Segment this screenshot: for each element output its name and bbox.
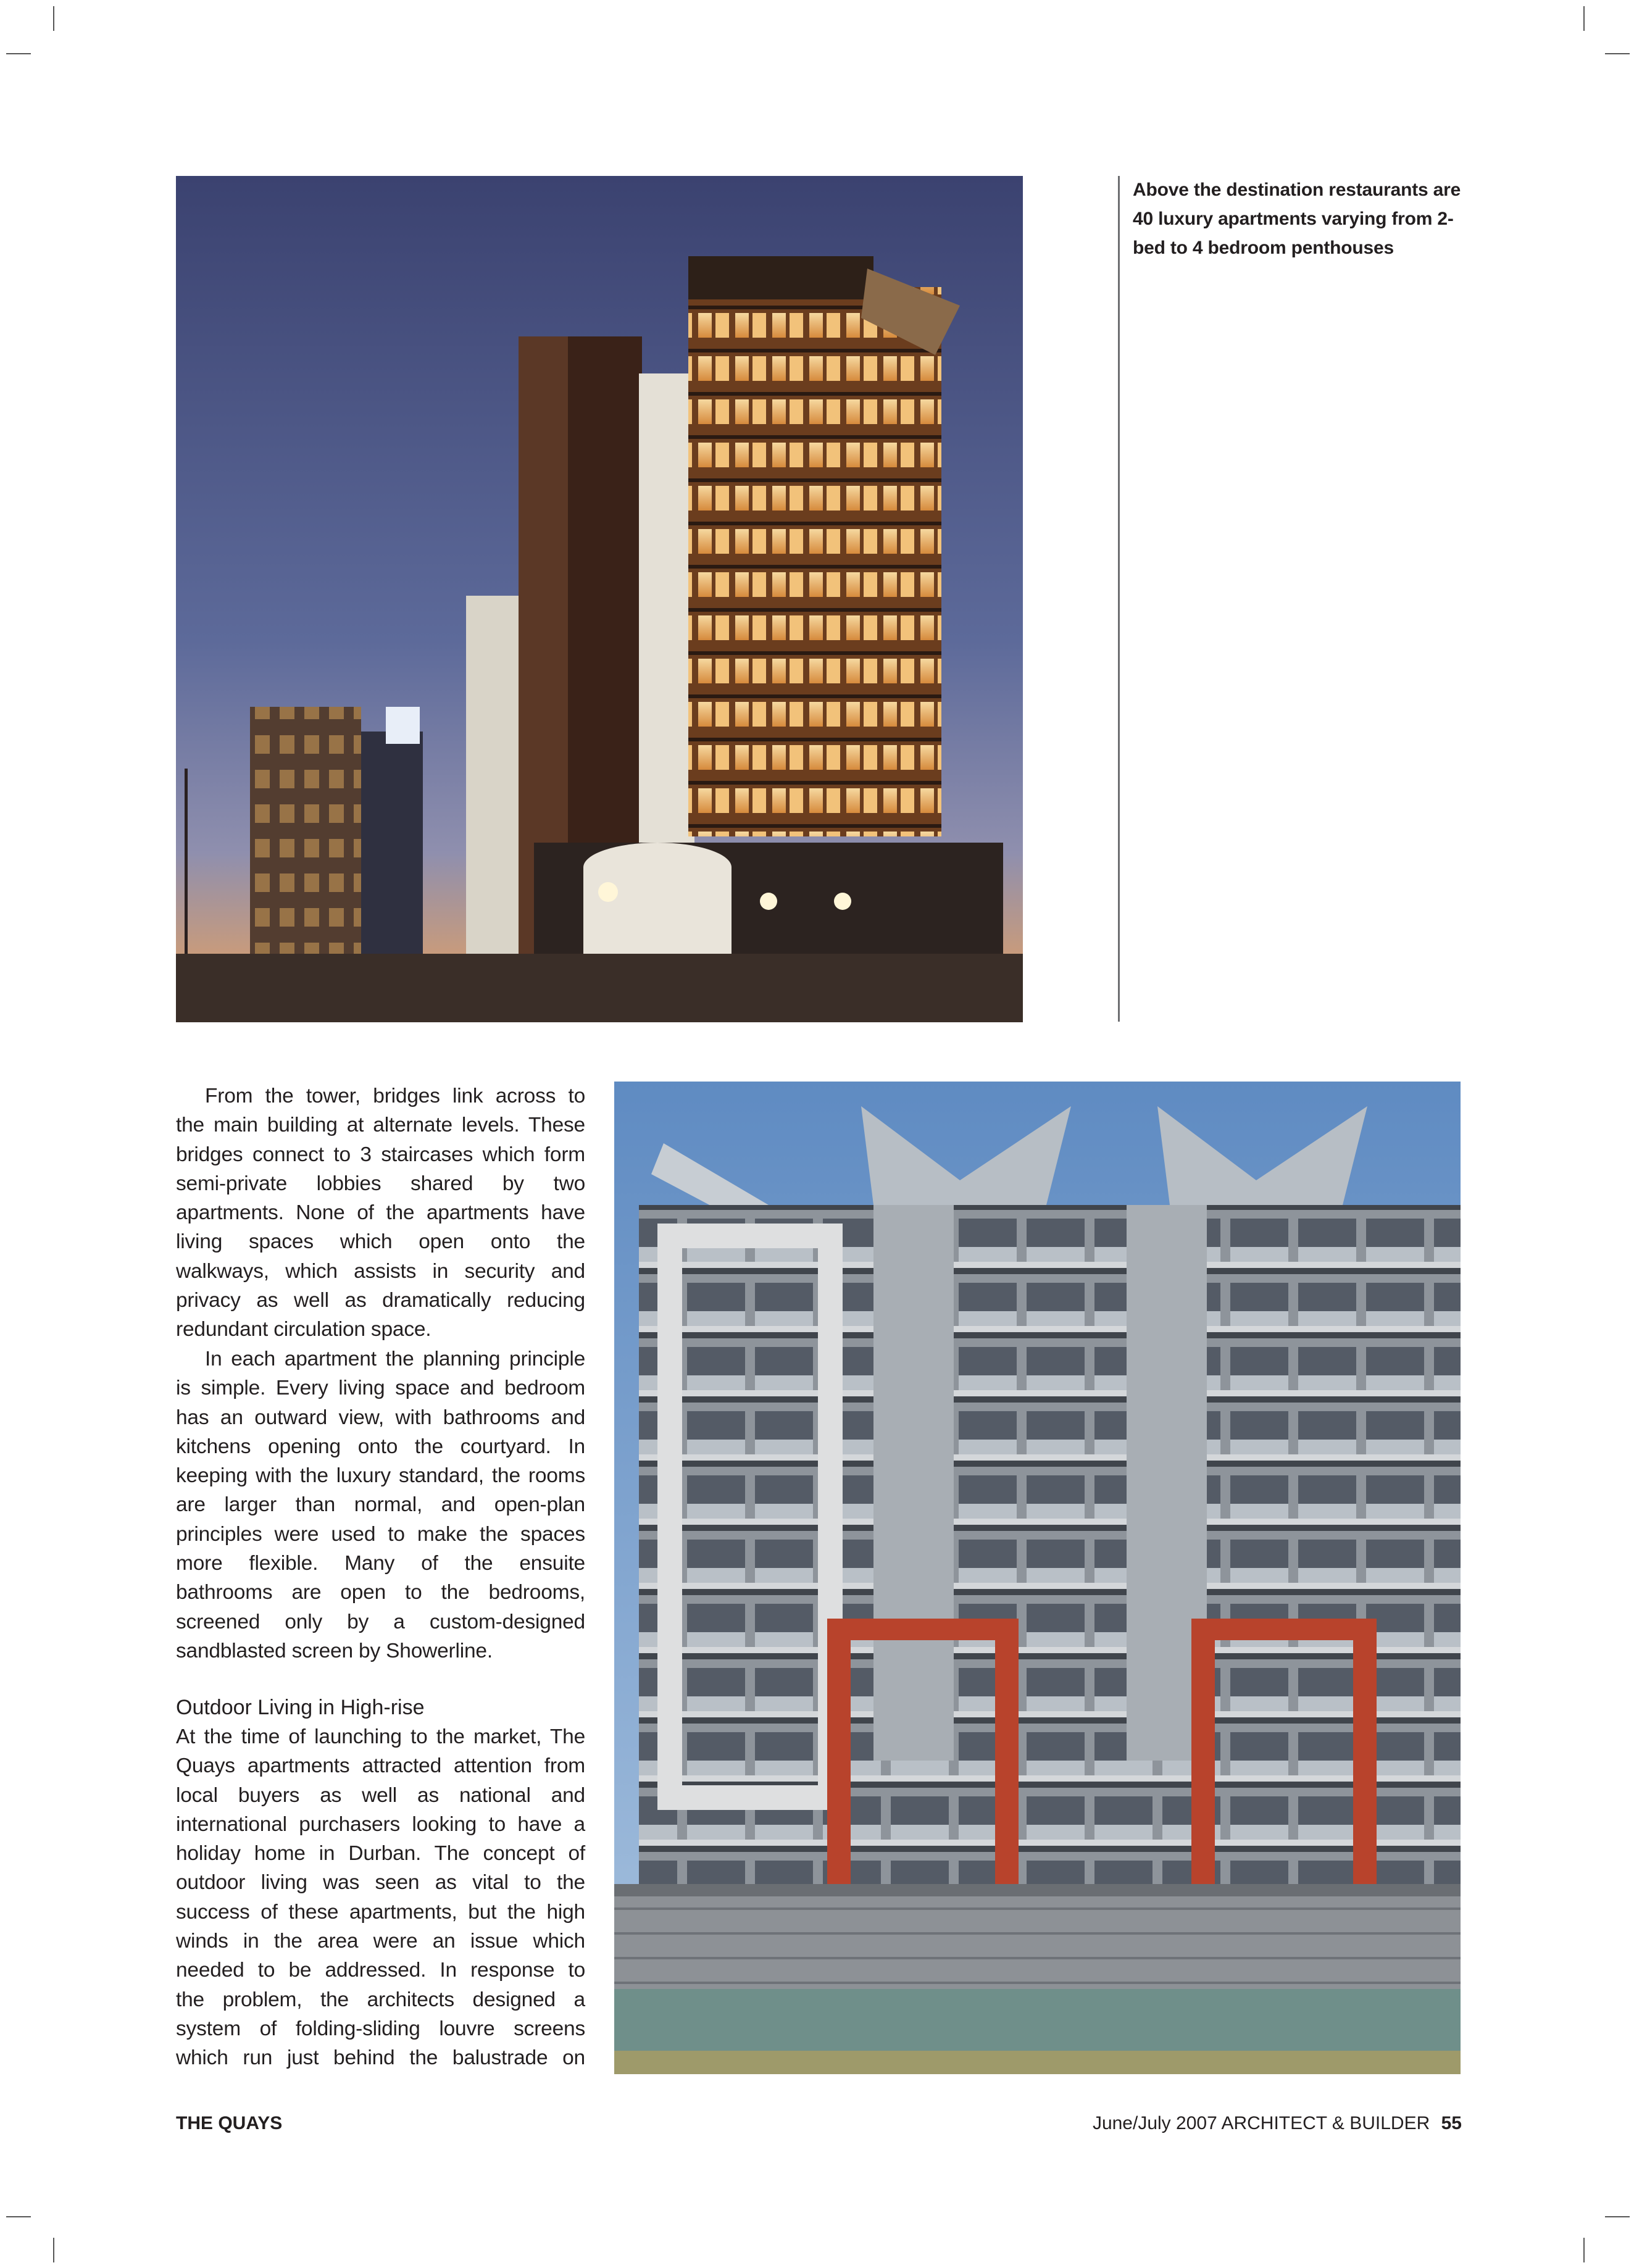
- text-line: bathrooms are open to the bedrooms,: [176, 1581, 585, 1604]
- text-line: living spaces which open onto the: [176, 1230, 585, 1254]
- text-line: has an outward view, with bathrooms and: [176, 1406, 585, 1429]
- text-line: system of folding-sliding louvre screens: [176, 2017, 585, 2040]
- text-line: From the tower, bridges link across to: [205, 1085, 585, 1107]
- paragraph-3: [176, 1722, 585, 2073]
- facade-daytime-photo: [614, 1082, 1461, 2074]
- text-line: At the time of launching to the market, The: [176, 1725, 585, 1748]
- caption-line: 40 luxury apartments varying from 2-: [1133, 209, 1454, 229]
- tower-dusk-photo: [176, 176, 1023, 1022]
- crop-mark: [53, 6, 54, 31]
- text-line: local buyers as well as national and: [176, 1783, 585, 1807]
- page-footer: [1093, 2111, 1462, 2136]
- text-line: are larger than normal, and open-plan: [176, 1493, 585, 1517]
- text-line: international purchasers looking to have a: [176, 1812, 585, 1836]
- crop-mark: [1583, 6, 1585, 31]
- text-line: principles were used to make the spaces: [176, 1522, 585, 1546]
- text-line: is simple. Every living space and bedroom: [176, 1377, 585, 1400]
- text-line: winds in the area were an issue which: [176, 1930, 585, 1953]
- page-number: 55: [1441, 2113, 1462, 2133]
- text-line: privacy as well as dramatically reducing: [176, 1289, 585, 1312]
- crop-mark: [6, 2216, 31, 2217]
- text-line: semi-private lobbies shared by two: [176, 1172, 585, 1195]
- section-footer: THE QUAYS: [176, 2113, 283, 2133]
- photo-caption: [1133, 175, 1466, 262]
- text-line: kitchens opening onto the courtyard. In: [176, 1435, 585, 1458]
- paragraph-1: [176, 1082, 585, 1345]
- issue-date: June/July 2007: [1092, 2113, 1217, 2133]
- publication-name: ARCHITECT & BUILDER: [1221, 2113, 1430, 2133]
- text-line: outdoor living was seen as vital to the: [176, 1871, 585, 1895]
- crop-mark: [1583, 2238, 1585, 2262]
- text-line: walkways, which assists in security and: [176, 1259, 585, 1283]
- text-line: which run just behind the balustrade on: [176, 2046, 585, 2070]
- crop-mark: [53, 2238, 54, 2262]
- column-rule: [1118, 176, 1120, 1022]
- section-subheading: Outdoor Living in High-rise: [176, 1696, 425, 1719]
- text-line: more flexible. Many of the ensuite: [176, 1552, 585, 1575]
- text-line: the problem, the architects designed a: [176, 1988, 585, 2011]
- text-line: keeping with the luxury standard, the rooms: [176, 1464, 585, 1488]
- text-line: redundant circulation space.: [176, 1318, 431, 1341]
- text-line: In each apartment the planning principle: [205, 1348, 585, 1370]
- text-line: apartments. None of the apartments have: [176, 1201, 585, 1225]
- crop-mark: [1605, 2216, 1630, 2217]
- caption-line: Above the destination restaurants are: [1133, 180, 1461, 200]
- text-line: screened only by a custom-designed: [176, 1610, 585, 1633]
- text-line: needed to be addressed. In response to: [176, 1959, 585, 1982]
- text-line: the main building at alternate levels. These: [176, 1114, 585, 1137]
- text-line: sandblasted screen by Showerline.: [176, 1639, 493, 1662]
- caption-line: bed to 4 bedroom penthouses: [1133, 238, 1394, 258]
- text-line: bridges connect to 3 staircases which form: [176, 1143, 585, 1166]
- crop-mark: [6, 53, 31, 54]
- crop-mark: [1605, 53, 1630, 54]
- text-line: success of these apartments, but the high: [176, 1900, 585, 1924]
- text-line: Quays apartments attracted attention from: [176, 1754, 585, 1778]
- paragraph-2: [176, 1345, 585, 1666]
- text-line: holiday home in Durban. The concept of: [176, 1842, 585, 1866]
